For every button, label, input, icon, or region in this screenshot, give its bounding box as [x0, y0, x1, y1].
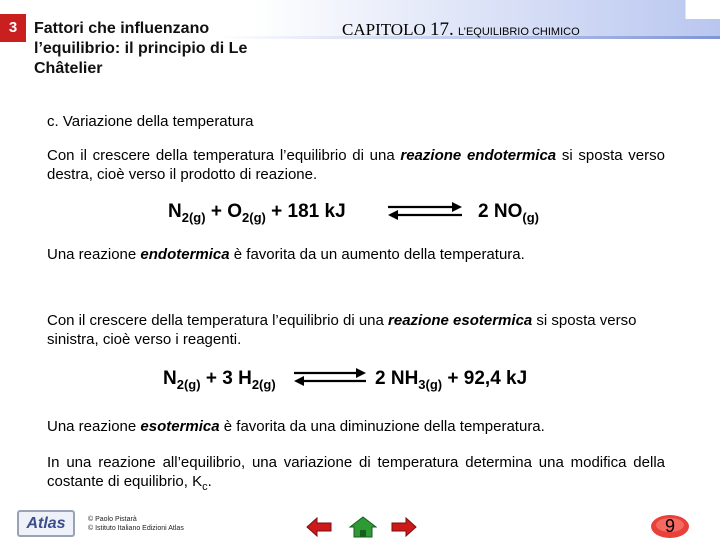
- header-corner: [685, 0, 720, 19]
- eq1-n: N: [168, 201, 182, 222]
- eq1-o: O: [227, 201, 243, 222]
- paragraph-exothermic-favored: [47, 417, 665, 436]
- chapter-title: Fattori che influenzano l’equilibrio: il principio di Le Châtelier: [34, 20, 248, 77]
- eq1-n-sub: 2(g): [181, 210, 206, 225]
- eq2-h-sub: 2(g): [251, 377, 276, 392]
- para3-emphasis: reazione esotermica: [388, 312, 533, 329]
- para2-pre: Una reazione: [47, 246, 141, 263]
- section-letter: c: [47, 113, 55, 130]
- eq2-energy: + 92,4 kJ: [447, 368, 528, 389]
- copyright-author: © Paolo Pistarà: [88, 516, 137, 523]
- paragraph-endothermic-favored: [47, 245, 665, 264]
- section-title-text: . Variazione della temperatura: [54, 113, 254, 130]
- copyright-notice: [88, 515, 184, 533]
- equation-1-reactants: [168, 201, 346, 225]
- equation-2-products: [375, 368, 527, 392]
- para1-pre: Con il crescere della temperatura l’equilibrio di una: [47, 147, 401, 164]
- copyright-publisher: © Istituto Italiano Edizioni Atlas: [88, 525, 184, 532]
- equilibrium-arrows-2: [292, 366, 368, 388]
- paragraph-endothermic-shift: [47, 146, 665, 184]
- eq2-n-sub: 2(g): [176, 377, 201, 392]
- chapter-label: CAPITOLO: [342, 20, 426, 39]
- para3-post: si sposta verso sinistra, cioè verso i reagenti.: [47, 312, 637, 348]
- para5-post: .: [207, 473, 212, 490]
- para5-pre: In una reazione all’equilibrio, una variazione di temperatura determina una modifica della costante di equilibrio, K: [47, 454, 665, 490]
- home-icon[interactable]: [349, 516, 377, 538]
- atlas-logo: Atlas: [17, 510, 75, 537]
- page-number: 9: [664, 516, 675, 536]
- paragraph-equilibrium-constant: [47, 453, 665, 497]
- eq2-n: N: [163, 368, 177, 389]
- para2-post: è favorita da un aumento della temperatura.: [229, 246, 525, 263]
- para4-pre: Una reazione: [47, 418, 141, 435]
- para1-emphasis: reazione endotermica: [400, 147, 557, 164]
- para3-pre: Con il crescere della temperatura l’equilibrio di una: [47, 312, 389, 329]
- chapter-num: 17.: [430, 19, 454, 40]
- eq2-plus-h: + 3 H: [205, 368, 252, 389]
- eq1-no-sub: (g): [522, 210, 539, 225]
- para5-sub: c: [202, 481, 208, 493]
- paragraph-exothermic-shift: [47, 311, 647, 349]
- back-arrow-icon[interactable]: [305, 516, 333, 538]
- chapter-heading: [342, 19, 580, 41]
- para4-post: è favorita da una diminuzione della temperatura.: [219, 418, 545, 435]
- para4-emphasis: esotermica: [140, 418, 220, 435]
- eq1-energy: 181 kJ: [287, 201, 346, 222]
- eq1-plus-2: +: [271, 201, 283, 222]
- eq1-plus-1: +: [210, 201, 222, 222]
- equation-1-products: [478, 201, 539, 225]
- eq2-nh-sub: 3(g): [418, 377, 443, 392]
- para2-emphasis: endotermica: [140, 246, 230, 263]
- eq2-nh: 2 NH: [375, 368, 419, 389]
- chapter-number-badge: 3: [0, 14, 26, 42]
- eq1-no: 2 NO: [478, 201, 523, 222]
- equilibrium-arrows-1: [386, 200, 464, 222]
- eq1-o-sub: 2(g): [242, 210, 266, 225]
- equation-2-reactants: [163, 368, 276, 392]
- section-title: [47, 113, 254, 130]
- para1-post: si sposta verso destra, cioè verso il prodotto di reazione.: [47, 147, 665, 183]
- forward-arrow-icon[interactable]: [390, 516, 418, 538]
- chapter-subject: L’EQUILIBRIO CHIMICO: [458, 26, 580, 38]
